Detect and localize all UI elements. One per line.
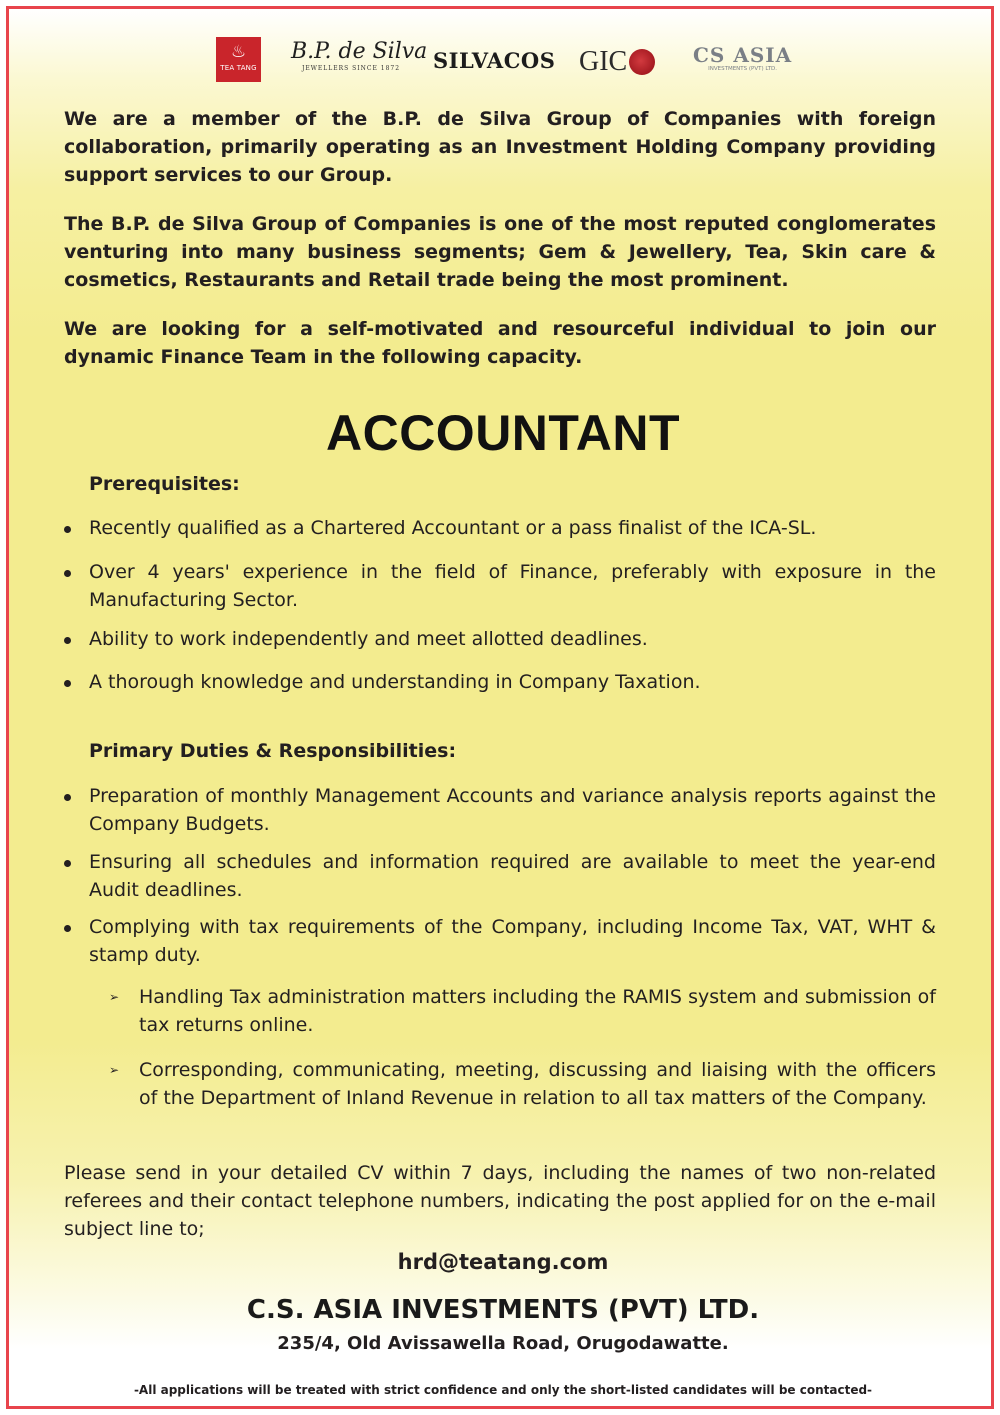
arrow-bullet-icon: ➢ — [109, 1063, 120, 1077]
job-title: ACCOUNTANT — [325, 405, 681, 461]
intro-paragraph-vacancy: We are looking for a self-motivated and resourceful individual to join our dynamic Finance Team in the following capacity. — [64, 318, 936, 368]
tea-tang-logo — [216, 37, 261, 82]
bp-de-silva-logo-tagline: JEWELLERS SINCE 1872 — [301, 65, 401, 72]
prerequisite-item-text: Ability to work independently and meet allotted deadlines. — [89, 628, 648, 650]
gic-logo-text: GIC — [579, 46, 628, 77]
silvacos-logo: SILVACOS — [433, 48, 556, 73]
duty-item — [64, 913, 936, 969]
prerequisite-item-text: Over 4 years' experience in the field of Finance, preferably with exposure in the Manufacturing Sector. — [89, 561, 936, 611]
logo-bar — [9, 31, 991, 87]
company-name: C.S. ASIA INVESTMENTS (PVT) LTD. — [246, 1295, 760, 1325]
duty-item — [64, 782, 936, 838]
teapot-icon: ♨ — [230, 42, 247, 62]
prerequisite-item — [64, 514, 936, 542]
prerequisites-heading: Prerequisites: — [89, 473, 240, 495]
bullet-icon — [64, 570, 71, 577]
prerequisite-item-text: A thorough knowledge and understanding in Company Taxation. — [89, 671, 701, 693]
arrow-bullet-icon: ➢ — [109, 990, 120, 1004]
duty-item-text: Ensuring all schedules and information required are available to meet the year-end Audit deadlines. — [89, 851, 936, 901]
prerequisite-item — [64, 625, 936, 653]
bullet-icon — [64, 526, 71, 533]
cs-asia-logo-name: CS ASIA — [693, 43, 793, 67]
confidentiality-note: -All applications will be treated with strict confidence and only the short-listed candidates will be contacted- — [133, 1383, 873, 1397]
contact-email[interactable]: hrd@teatang.com — [397, 1250, 609, 1274]
intro-paragraph-conglomerate: The B.P. de Silva Group of Companies is one of the most reputed conglomerates venturing into many business segments; Gem & Jewellery, Tea, Skin care & cosmetics, Restaurants and Retail trade being the most prominent. — [64, 213, 936, 291]
duty-item-text: Preparation of monthly Management Accounts and variance analysis reports against the Company Budgets. — [89, 785, 936, 835]
cs-asia-logo-sub: INVESTMENTS (PVT) LTD. — [708, 66, 778, 72]
duty-sub-item-text: Handling Tax administration matters including the RAMIS system and submission of tax returns online. — [139, 986, 936, 1036]
seal-icon — [629, 49, 655, 75]
bullet-icon — [64, 637, 71, 644]
duty-item-text: Complying with tax requirements of the Company, including Income Tax, VAT, WHT & stamp duty. — [89, 916, 936, 966]
bullet-icon — [64, 680, 71, 687]
duty-item — [64, 848, 936, 904]
duty-sub-item-text: Corresponding, communicating, meeting, discussing and liaising with the officers of the Department of Inland Revenue in relation to all tax matters of the Company. — [139, 1059, 936, 1109]
advertisement-frame — [6, 6, 994, 1409]
gic-logo — [579, 46, 655, 78]
bullet-icon — [64, 925, 71, 932]
prerequisite-item — [64, 558, 936, 614]
tea-tang-logo-text: TEA TANG — [220, 64, 257, 72]
duty-sub-item — [109, 1056, 936, 1112]
duties-heading: Primary Duties & Responsibilities: — [89, 740, 457, 762]
company-address: 235/4, Old Avissawella Road, Orugodawatte. — [277, 1333, 729, 1354]
bp-de-silva-logo-name: B.P. de Silva — [291, 39, 428, 64]
bp-de-silva-logo — [291, 39, 428, 72]
prerequisite-item — [64, 668, 936, 696]
cs-asia-logo — [693, 44, 792, 73]
application-instructions: Please send in your detailed CV within 7 days, including the names of two non-related referees and their contact telephone numbers, indicating the post applied for on the e-mail subject line to; — [64, 1162, 936, 1240]
intro-paragraph-group: We are a member of the B.P. de Silva Group of Companies with foreign collaboration, primarily operating as an Investment Holding Company providing support services to our Group. — [64, 108, 936, 186]
duty-sub-item — [109, 983, 936, 1039]
bullet-icon — [64, 860, 71, 867]
prerequisite-item-text: Recently qualified as a Chartered Accountant or a pass finalist of the ICA-SL. — [89, 517, 817, 539]
bullet-icon — [64, 794, 71, 801]
